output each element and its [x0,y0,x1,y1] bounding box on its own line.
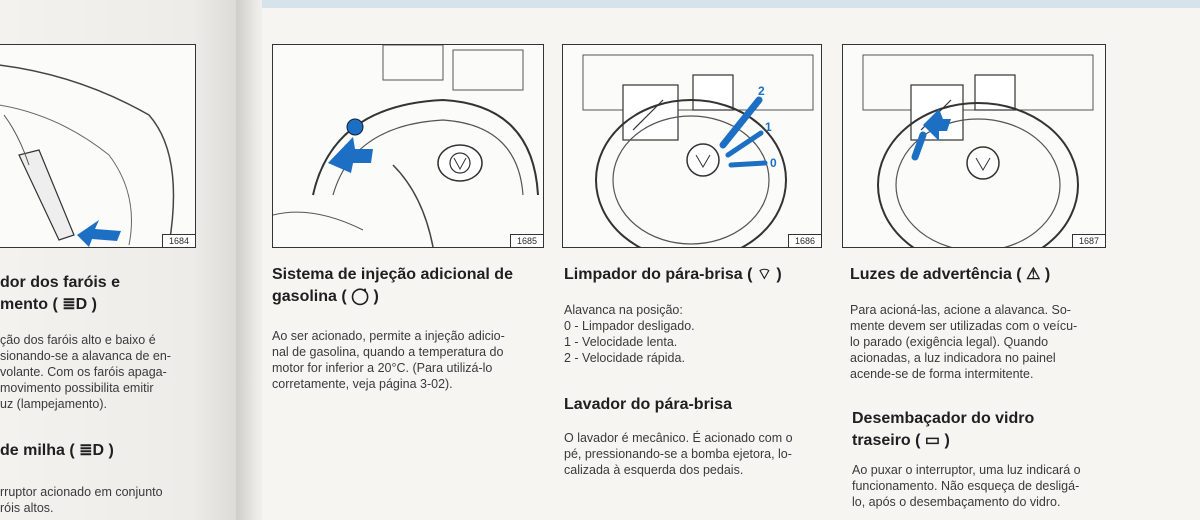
figure-1687 [842,44,1106,248]
text-line: calizada à esquerda dos pedais. [564,463,744,477]
text-line: sionando-se a alavanca de en- [0,349,171,363]
text-line: 1 - Velocidade lenta. [564,335,678,349]
lever-label-0: 0 [770,156,777,170]
heading-wiper: Limpador do pára-brisa ( ⌔ ) [564,266,782,283]
left-heading-fog: de milha ( ≣D ) [0,442,114,459]
text-line: uz (lampejamento). [0,397,107,411]
text-line: O lavador é mecânico. É acionado com o [564,431,793,445]
text-line: acionadas, a luz indicadora no painel [850,351,1056,365]
text-line: Alavanca na posição: [564,303,683,317]
body-defogger [852,462,1142,510]
text-line: mente devem ser utilizadas com o veícu- [850,319,1078,333]
text-line: 2 - Velocidade rápida. [564,351,685,365]
left-body-fog [0,484,210,516]
heading-defogger [852,408,1152,452]
figure-1684 [0,44,196,248]
steering-wheel-hazard-illustration [843,45,1105,247]
heading-hazard: Luzes de advertência ( ⚠ ) [850,266,1051,283]
body-hazard [850,302,1130,382]
figure-number: 1686 [788,234,821,247]
text-line: pé, pressionando-se a bomba ejetora, lo- [564,447,792,461]
text-line: corretamente, veja página 3-02). [272,377,453,391]
blue-arrow [77,220,121,247]
heading-line: Sistema de injeção adicional de [272,266,513,283]
left-body-headlights [0,332,210,412]
heading-line: mento ( ≣D ) [0,296,97,313]
wiper-lever-position-0 [731,163,765,165]
text-line: motor for inferior a 20°C. (Para utilizá-lo [272,361,493,375]
text-line: rruptor acionado em conjunto [0,485,163,499]
text-line: funcionamento. Não esqueça de desligá- [852,479,1080,493]
figure-1686 [562,44,822,248]
text-line: nal de gasolina, quando a temperatura do [272,345,504,359]
figure-number: 1685 [510,234,543,247]
heading-washer: Lavador do pára-brisa [564,396,733,413]
figure-1685 [272,44,544,248]
text-line: volante. Com os faróis apaga- [0,365,167,379]
figure-number: 1687 [1072,234,1105,247]
text-line: 0 - Limpador desligado. [564,319,695,333]
text-line: acende-se de forma intermitente. [850,367,1034,381]
lever-label-2: 2 [758,84,765,98]
text-line: lo, após o desembaçamento do vidro. [852,495,1061,509]
text-line: róis altos. [0,501,54,515]
steering-wheel-wiper-illustration [563,45,821,247]
heading-line: traseiro ( ▭ ) [852,432,950,449]
heading-line: dor dos faróis e [0,274,121,291]
body-injection [272,328,552,392]
body-wiper [564,302,834,366]
heading-line: Desembaçador do vidro [852,410,1035,427]
figure-number: 1684 [162,234,195,247]
blue-arrow [328,137,373,173]
text-line: Para acioná-las, acione a alavanca. So- [850,303,1071,317]
text-line: lo parado (exigência legal). Quando [850,335,1049,349]
text-line: Ao puxar o interruptor, uma luz indicará o [852,463,1081,477]
text-line: Ao ser acionado, permite a injeção adicio- [272,329,505,343]
top-color-strip [262,0,1200,8]
heading-injection [272,264,562,308]
lever-label-1: 1 [765,120,772,134]
heading-line: gasolina ( ◯̇ ) [272,288,379,305]
text-line: ção dos faróis alto e baixo é [0,333,156,347]
injection-button-icon [347,119,363,135]
steering-column-illustration [0,45,195,247]
steering-wheel-injection-illustration [273,45,543,247]
text-line: movimento possibilita emitir [0,381,154,395]
body-washer [564,430,836,478]
left-heading-headlights [0,272,120,316]
